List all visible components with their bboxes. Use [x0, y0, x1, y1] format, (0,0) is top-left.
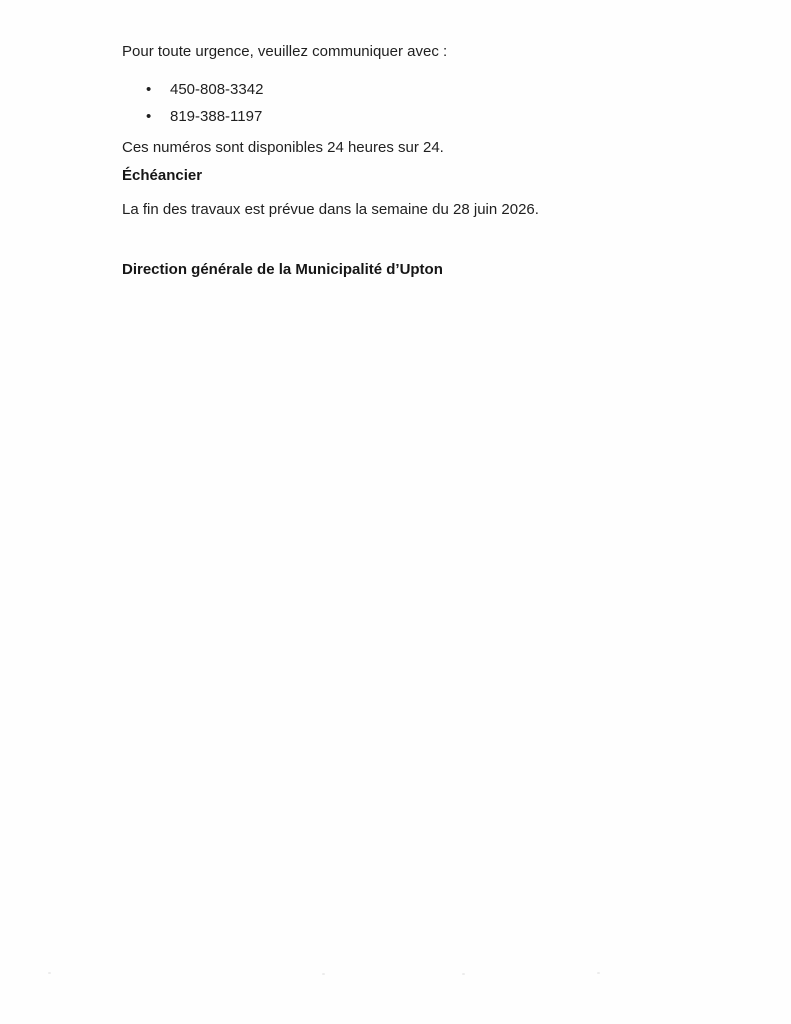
list-item [122, 80, 701, 99]
signature-line: Direction générale de la Municipalité d’Upton [122, 261, 443, 278]
bullet-icon: • [146, 108, 152, 125]
phone-number: 819-388-1197 [170, 108, 263, 125]
intro-paragraph: Pour toute urgence, veuillez communiquer avec : [122, 43, 448, 60]
scan-artifact [597, 972, 600, 974]
scan-artifact [462, 973, 465, 975]
document-content [0, 0, 791, 279]
availability-paragraph: Ces numéros sont disponibles 24 heures sur 24. [122, 139, 444, 156]
list-item [122, 107, 701, 126]
schedule-paragraph: La fin des travaux est prévue dans la semaine du 28 juin 2026. [122, 201, 539, 218]
bullet-icon: • [146, 81, 152, 98]
schedule-heading: Échéancier [122, 167, 203, 184]
scan-artifact [48, 972, 51, 974]
phone-number-list [122, 80, 701, 126]
phone-number: 450-808-3342 [170, 81, 264, 98]
scan-artifact [322, 973, 325, 975]
